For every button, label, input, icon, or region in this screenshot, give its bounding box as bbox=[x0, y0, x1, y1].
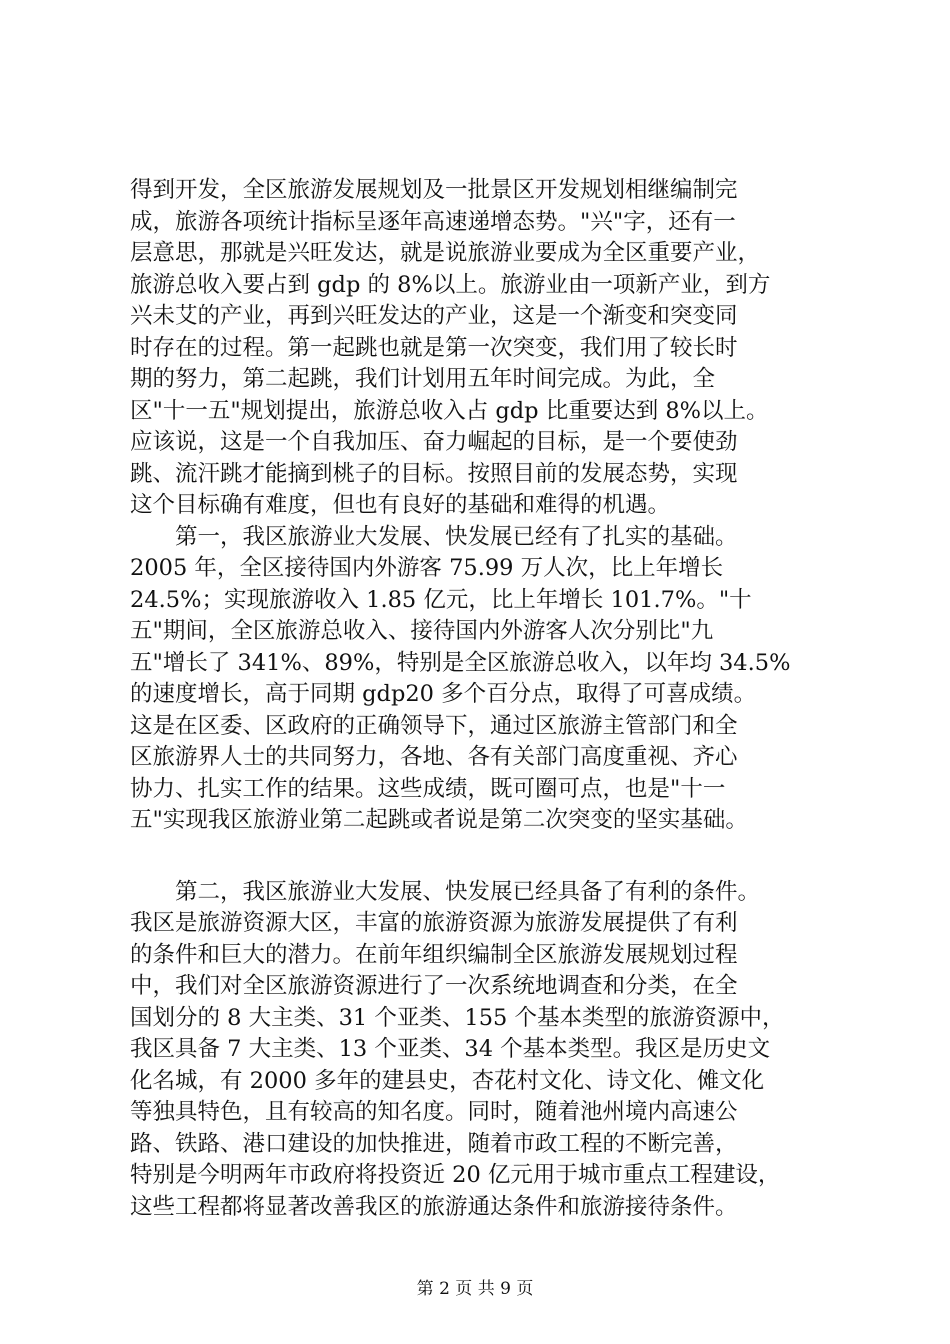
text-line: 化名城，有 2000 多年的建县史，杏花村文化、诗文化、傩文化 bbox=[130, 1067, 765, 1094]
document-body bbox=[130, 175, 830, 1223]
text-line: 等独具特色，且有较高的知名度。同时，随着池州境内高速公 bbox=[130, 1099, 738, 1125]
text-line: 中，我们对全区旅游资源进行了一次系统地调查和分类，在全 bbox=[130, 973, 738, 999]
text-line: 期的努力，第二起跳，我们计划用五年时间完成。为此，全 bbox=[130, 366, 716, 392]
page-number-label: 第 2 页 共 9 页 bbox=[416, 1279, 534, 1299]
text-line: 兴未艾的产业，再到兴旺发达的产业，这是一个渐变和突变同 bbox=[130, 303, 738, 329]
page-footer bbox=[0, 1279, 950, 1299]
text-line: 区旅游界人士的共同努力，各地、各有关部门高度重视、齐心 bbox=[130, 744, 738, 770]
text-line: 的条件和巨大的潜力。在前年组织编制全区旅游发展规划过程 bbox=[130, 941, 738, 968]
text-line: 应该说，这是一个自我加压、奋力崛起的目标，是一个要使劲 bbox=[130, 429, 738, 455]
text-line: 路、铁路、港口建设的加快推进，随着市政工程的不断完善， bbox=[130, 1130, 738, 1157]
text-line: 区"十一五"规划提出，旅游总收入占 gdp 比重要达到 8%以上。 bbox=[130, 397, 769, 424]
text-line: 成，旅游各项统计指标呈逐年高速递增态势。"兴"字，还有一 bbox=[130, 208, 736, 235]
text-line: 2005 年，全区接待国内外游客 75.99 万人次，比上年增长 bbox=[130, 555, 724, 581]
text-line: 这些工程都将显著改善我区的旅游通达条件和旅游接待条件。 bbox=[130, 1193, 738, 1220]
text-line: 第二，我区旅游业大发展、快发展已经具备了有利的条件。 bbox=[130, 878, 761, 905]
text-line: 特别是今明两年市政府将投资近 20 亿元用于城市重点工程建设， bbox=[130, 1162, 781, 1188]
text-line: 这是在区委、区政府的正确领导下，通过区旅游主管部门和全 bbox=[130, 712, 738, 739]
text-line: 协力、扎实工作的结果。这些成绩，既可圈可点，也是"十一 bbox=[130, 775, 726, 802]
text-line: 国划分的 8 大主类、31 个亚类、155 个基本类型的旅游资源中， bbox=[130, 1004, 785, 1031]
text-line: 跳、流汗跳才能摘到桃子的目标。按照目前的发展态势，实现 bbox=[130, 460, 738, 487]
text-line: 五"实现我区旅游业第二起跳或者说是第二次突变的坚实基础。 bbox=[130, 807, 748, 833]
text-line: 旅游总收入要占到 gdp 的 8%以上。旅游业由一项新产业，到方 bbox=[130, 271, 771, 298]
paragraph-2 bbox=[130, 522, 830, 837]
text-line: 的速度增长，高于同期 gdp20 多个百分点，取得了可喜成绩。 bbox=[130, 681, 757, 707]
text-line: 层意思，那就是兴旺发达，就是说旅游业要成为全区重要产业， bbox=[130, 240, 761, 266]
text-line: 五"增长了 341%、89%，特别是全区旅游总收入，以年均 34.5% bbox=[130, 649, 791, 676]
text-line: 我区具备 7 大主类、13 个亚类、34 个基本类型。我区是历史文 bbox=[130, 1036, 771, 1062]
paragraph-3 bbox=[130, 877, 830, 1224]
text-line: 时存在的过程。第一起跳也就是第一次突变，我们用了较长时 bbox=[130, 334, 738, 361]
text-line: 得到开发，全区旅游发展规划及一批景区开发规划相继编制完 bbox=[130, 177, 738, 203]
paragraph-1 bbox=[130, 175, 830, 522]
text-line: 这个目标确有难度，但也有良好的基础和难得的机遇。 bbox=[130, 492, 671, 518]
text-line: 第一，我区旅游业大发展、快发展已经有了扎实的基础。 bbox=[130, 523, 738, 550]
text-line: 24.5%；实现旅游收入 1.85 亿元，比上年增长 101.7%。"十 bbox=[130, 586, 752, 613]
text-line: 五"期间，全区旅游总收入、接待国内外游客人次分别比"九 bbox=[130, 618, 714, 644]
text-line: 我区是旅游资源大区，丰富的旅游资源为旅游发展提供了有利 bbox=[130, 910, 738, 936]
paragraph-spacer bbox=[130, 837, 830, 877]
